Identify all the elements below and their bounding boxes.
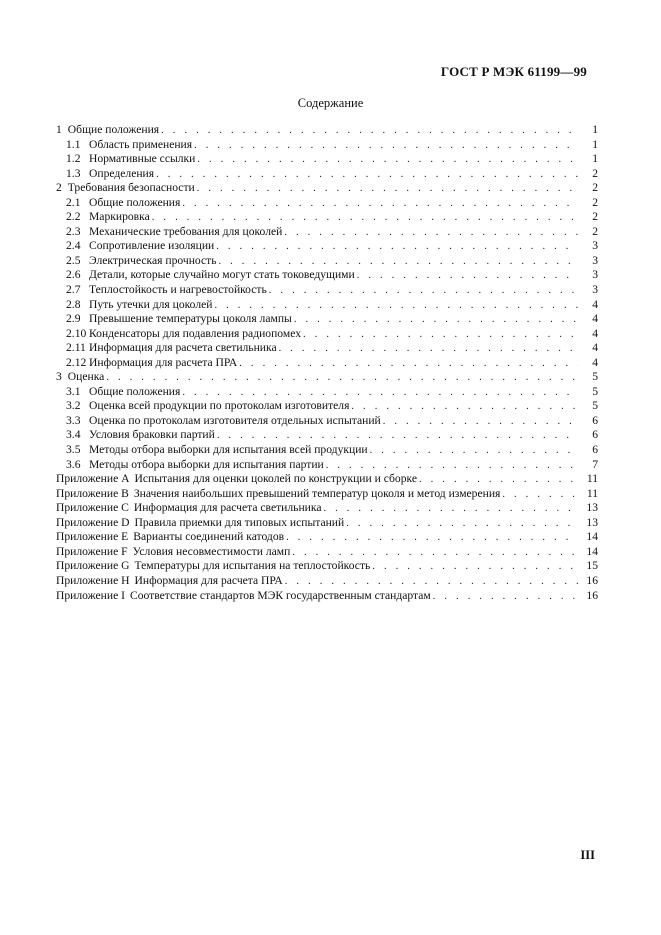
toc-entry-title: Методы отбора выборки для испытания партии: [89, 457, 324, 471]
toc-dot-leader: [239, 357, 578, 372]
toc-entry-number: 3.4: [66, 428, 81, 442]
toc-entry-page: 4: [592, 341, 598, 355]
toc-dot-leader: [197, 182, 578, 197]
toc-entry-page: 3: [592, 253, 598, 267]
toc-dot-leader: [269, 284, 578, 299]
toc-entry-title: Информация для расчета ПРА: [134, 573, 283, 587]
toc-dot-leader: [217, 429, 578, 444]
toc-entry-title: Область применения: [89, 137, 193, 151]
toc-entry: [56, 210, 598, 225]
toc-entry: [56, 574, 598, 589]
toc-entry-title: Электрическая прочность: [89, 253, 217, 267]
toc-entry-number: 3.1: [66, 384, 81, 398]
toc-entry-number: 1.3: [66, 166, 81, 180]
toc-entry-page: 14: [586, 544, 598, 558]
toc-entry-title: Информация для расчета светильника: [133, 501, 322, 515]
toc-entry: [56, 458, 598, 473]
toc-entry: [56, 501, 598, 516]
toc-entry-number: 2.2: [66, 210, 81, 224]
toc-entry-page: 6: [592, 443, 598, 457]
toc-entry-page: 1: [592, 152, 598, 166]
toc-entry-page: 6: [592, 413, 598, 427]
toc-dot-leader: [219, 255, 579, 270]
toc-entry-number: Приложение E: [56, 530, 129, 544]
toc-dot-leader: [286, 531, 578, 546]
toc-entry: [56, 312, 598, 327]
toc-entry-number: Приложение А: [56, 472, 130, 486]
toc-dot-leader: [285, 575, 578, 590]
toc-entry-page: 2: [592, 195, 598, 209]
toc-entry: [56, 138, 598, 153]
toc-entry-title: Общие положения: [89, 384, 181, 398]
toc-dot-leader: [370, 444, 578, 459]
toc-entry-number: 3.5: [66, 443, 81, 457]
toc-entry-title: Информация для расчета ПРА: [89, 355, 238, 369]
table-of-contents: [56, 123, 598, 603]
toc-entry-number: Приложение С: [56, 501, 129, 515]
toc-dot-leader: [351, 400, 578, 415]
toc-entry: [56, 559, 598, 574]
toc-entry: [56, 370, 598, 385]
toc-entry-number: 2: [56, 181, 62, 195]
toc-entry: [56, 152, 598, 167]
toc-entry-page: 11: [586, 472, 598, 486]
toc-dot-leader: [292, 546, 578, 561]
toc-entry-page: 5: [592, 384, 598, 398]
toc-entry-number: 2.9: [66, 312, 81, 326]
toc-entry-page: 3: [592, 239, 598, 253]
document-code: ГОСТ Р МЭК 61199—99: [440, 64, 587, 79]
page-number: III: [580, 848, 595, 862]
toc-entry-title: Испытания для оценки цоколей по конструкции и сборке: [134, 472, 417, 486]
toc-entry-page: 14: [586, 530, 598, 544]
toc-entry-title: Соответствие стандартов МЭК государственным стандартам: [130, 588, 431, 602]
toc-dot-leader: [161, 124, 578, 139]
toc-entry-number: 2.12: [66, 355, 87, 369]
toc-entry-title: Превышение температуры цоколя лампы: [89, 312, 292, 326]
toc-entry-page: 4: [592, 326, 598, 340]
toc-entry: [56, 487, 598, 502]
toc-entry-page: 7: [592, 457, 598, 471]
toc-entry-title: Сопротивление изоляции: [89, 239, 215, 253]
toc-entry: [56, 443, 598, 458]
toc-dot-leader: [284, 226, 578, 241]
toc-dot-leader: [294, 313, 578, 328]
toc-dot-leader: [323, 502, 578, 517]
toc-entry-title: Правила приемки для типовых испытаний: [134, 515, 345, 529]
toc-entry-number: 2.1: [66, 195, 81, 209]
toc-entry-title: Температуры для испытания на теплостойкость: [134, 559, 371, 573]
toc-entry-title: Общие положения: [67, 123, 160, 136]
toc-entry-page: 2: [592, 166, 598, 180]
toc-entry: [56, 181, 598, 196]
toc-entry: [56, 239, 598, 254]
toc-dot-leader: [214, 299, 578, 314]
toc-entry-page: 16: [586, 573, 598, 587]
toc-dot-leader: [194, 139, 578, 154]
toc-dot-leader: [372, 560, 578, 575]
toc-entry-number: Приложение G: [56, 559, 130, 573]
toc-dot-leader: [279, 342, 578, 357]
toc-entry: [56, 356, 598, 371]
toc-entry-page: 15: [586, 559, 598, 573]
toc-entry: [56, 123, 598, 138]
toc-entry: [56, 516, 598, 531]
toc-dot-leader: [346, 517, 578, 532]
toc-entry: [56, 225, 598, 240]
toc-entry-number: Приложение I: [56, 588, 125, 602]
toc-entry-title: Оценка: [67, 370, 105, 384]
toc-entry: [56, 196, 598, 211]
toc-entry-number: 2.6: [66, 268, 81, 282]
toc-dot-leader: [182, 197, 578, 212]
toc-entry-page: 5: [592, 399, 598, 413]
toc-entry-title: Нормативные ссылки: [89, 152, 196, 166]
toc-entry-title: Оценка всей продукции по протоколам изготовителя: [89, 399, 350, 413]
toc-entry-page: 2: [592, 224, 598, 238]
toc-entry-number: 3: [56, 370, 62, 384]
toc-entry: [56, 298, 598, 313]
toc-entry-title: Условия несовместимости ламп: [132, 544, 291, 558]
toc-entry-page: 13: [586, 501, 598, 515]
toc-dot-leader: [182, 386, 578, 401]
toc-entry: [56, 589, 598, 604]
toc-entry-page: 13: [586, 515, 598, 529]
toc-entry-number: 2.5: [66, 253, 81, 267]
toc-entry: [56, 545, 598, 560]
toc-entry-title: Детали, которые случайно могут стать токоведущими: [89, 268, 355, 282]
toc-dot-leader: [152, 211, 578, 226]
toc-entry-page: 4: [592, 312, 598, 326]
toc-entry-page: 1: [592, 137, 598, 151]
toc-dot-leader: [197, 153, 578, 168]
toc-entry-number: 1.1: [66, 137, 81, 151]
toc-dot-leader: [419, 473, 578, 488]
toc-entry-number: 2.8: [66, 297, 81, 311]
toc-entry-number: 2.10: [66, 326, 87, 340]
toc-entry-number: 2.11: [66, 341, 86, 355]
toc-dot-leader: [357, 269, 578, 284]
toc-entry-number: 1.2: [66, 152, 81, 166]
toc-entry: [56, 327, 598, 342]
toc-entry-number: 2.3: [66, 224, 81, 238]
toc-entry-number: 3.6: [66, 457, 81, 471]
toc-entry-number: 3.2: [66, 399, 81, 413]
toc-entry-page: 11: [586, 486, 598, 500]
toc-entry: [56, 428, 598, 443]
toc-dot-leader: [106, 371, 578, 386]
toc-entry-page: 16: [586, 588, 598, 602]
toc-entry-number: 2.4: [66, 239, 81, 253]
toc-dot-leader: [156, 168, 578, 183]
toc-title: Содержание: [297, 96, 364, 110]
toc-entry: [56, 341, 598, 356]
toc-entry-page: 3: [592, 268, 598, 282]
toc-entry-title: Варианты соединений катодов: [133, 530, 285, 544]
toc-entry-title: Общие положения: [89, 195, 181, 209]
toc-entry-title: Теплостойкость и нагревостойкость: [89, 283, 267, 297]
toc-entry: [56, 414, 598, 429]
toc-entry-title: Условия браковки партий: [89, 428, 215, 442]
toc-entry: [56, 472, 598, 487]
toc-entry-number: 2.7: [66, 283, 81, 297]
toc-entry-title: Путь утечки для цоколей: [89, 297, 213, 311]
toc-entry-number: Приложение В: [56, 486, 129, 500]
toc-entry-page: 6: [592, 428, 598, 442]
toc-entry-number: Приложение Н: [56, 573, 130, 587]
toc-entry-title: Механические требования для цоколей: [89, 224, 283, 238]
toc-dot-leader: [216, 240, 578, 255]
toc-entry-page: 4: [592, 355, 598, 369]
toc-entry-page: 5: [592, 370, 598, 384]
toc-entry: [56, 254, 598, 269]
toc-entry: [56, 283, 598, 298]
toc-entry: [56, 167, 598, 182]
toc-entry-title: Маркировка: [89, 210, 150, 224]
toc-entry-number: 1: [56, 123, 62, 136]
toc-dot-leader: [383, 415, 578, 430]
toc-entry: [56, 399, 598, 414]
toc-entry-title: Требования безопасности: [67, 181, 195, 195]
toc-entry-title: Значения наибольших превышений температур цоколя и метод измерения: [133, 486, 501, 500]
toc-entry-page: 2: [592, 210, 598, 224]
toc-entry-page: 1: [592, 123, 598, 136]
toc-dot-leader: [303, 328, 578, 343]
toc-entry: [56, 385, 598, 400]
toc-entry-title: Конденсаторы для подавления радиопомех: [89, 326, 302, 340]
toc-entry-title: Определения: [89, 166, 155, 180]
toc-entry-title: Информация для расчета светильника: [89, 341, 277, 355]
toc-dot-leader: [502, 488, 578, 503]
toc-entry-number: Приложение F: [56, 544, 128, 558]
toc-dot-leader: [326, 459, 578, 474]
toc-entry: [56, 268, 598, 283]
toc-entry-title: Оценка по протоколам изготовителя отдельных испытаний: [89, 413, 381, 427]
toc-entry: [56, 530, 598, 545]
toc-entry-number: 3.3: [66, 413, 81, 427]
toc-entry-page: 4: [592, 297, 598, 311]
toc-entry-page: 2: [592, 181, 598, 195]
toc-dot-leader: [433, 590, 578, 605]
toc-entry-number: Приложение D: [56, 515, 130, 529]
toc-entry-page: 3: [592, 283, 598, 297]
toc-entry-title: Методы отбора выборки для испытания всей продукции: [89, 443, 368, 457]
